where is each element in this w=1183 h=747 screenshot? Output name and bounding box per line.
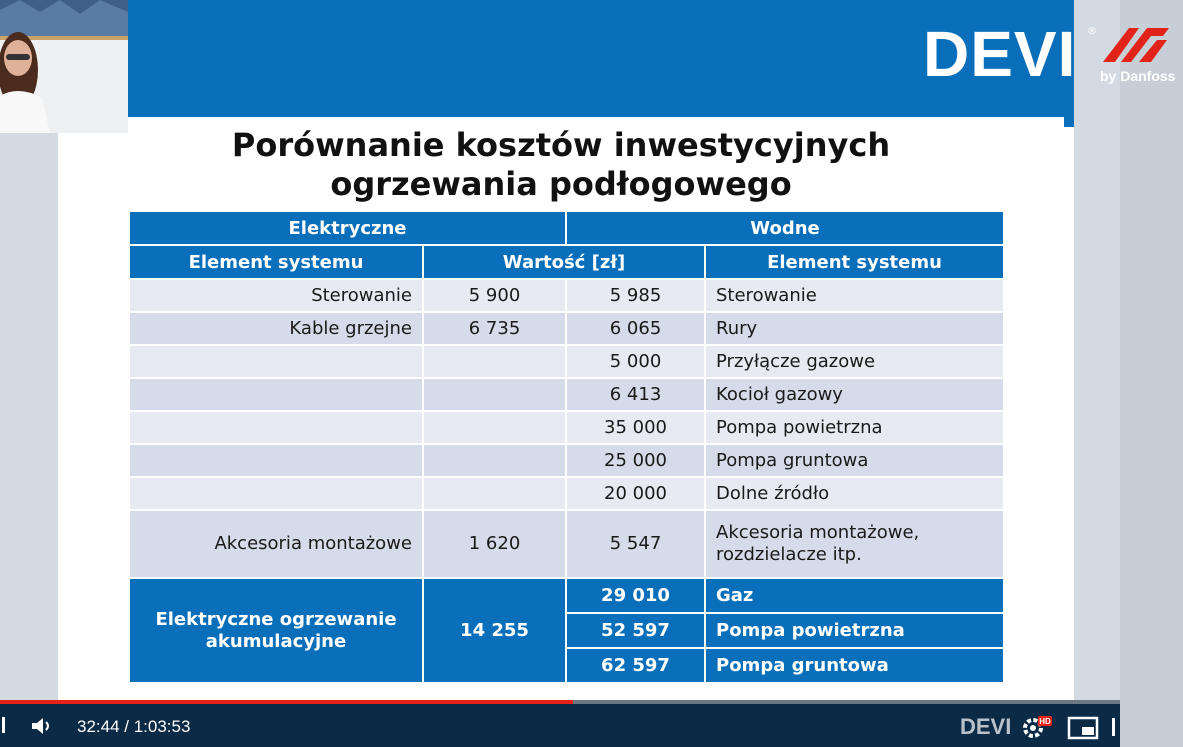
cell-element-left [129,378,423,411]
table-row [129,477,1004,510]
next-icon[interactable] [0,716,8,734]
summary-value: 29 010 [566,578,705,613]
table-row [129,345,1004,378]
cell-element-right: Akcesoria montażowe, rozdzielacze itp. [705,510,1004,578]
cell-element-left [129,444,423,477]
cell-value-right: 25 000 [566,444,705,477]
logo-wordmark: DEVI [923,18,1077,90]
table-group-header [129,211,1004,245]
miniplayer-icon[interactable] [1066,715,1100,741]
slide-title-line-1: Porównanie kosztów inwestycyjnych [231,126,891,164]
col-element-right: Element systemu [705,245,1004,279]
settings-icon[interactable] [1020,714,1052,740]
cell-value-left [423,378,566,411]
cell-value-left [423,444,566,477]
group-water: Wodne [566,211,1004,245]
col-element-left: Element systemu [129,245,423,279]
cell-element-left: Kable grzejne [129,312,423,345]
cell-value-left [423,345,566,378]
cell-element-left [129,345,423,378]
cell-element-right: Przyłącze gazowe [705,345,1004,378]
cell-value-left: 1 620 [423,510,566,578]
slide-header-bar [128,0,1176,117]
table-row [129,312,1004,345]
header-corner-accent [1064,117,1074,127]
progress-bar-played [0,700,573,704]
cell-element-right: Dolne źródło [705,477,1004,510]
cell-value-right: 5 985 [566,279,705,312]
cell-value-left: 5 900 [423,279,566,312]
cell-value-right: 5 000 [566,345,705,378]
summary-row [129,578,1004,613]
table-row [129,279,1004,312]
devi-logo [923,18,1183,92]
table-column-header [129,245,1004,279]
summary-item-label: Pompa gruntowa [705,648,1004,683]
summary-label: Elektryczne ogrzewanie akumulacyjne [129,578,423,683]
cell-value-right: 6 413 [566,378,705,411]
danfoss-swoosh-icon [1099,22,1179,66]
playback-time: 32:44 / 1:03:53 [77,717,191,736]
cell-element-left [129,411,423,444]
table-row [129,510,1004,578]
hd-badge: HD [1039,717,1051,726]
summary-value: 62 597 [566,648,705,683]
table-row [129,411,1004,444]
cell-value-left [423,477,566,510]
slide-margin-right [1074,0,1120,747]
logo-registered-mark: ® [1087,26,1097,37]
summary-item-label: Pompa powietrzna [705,613,1004,648]
slide-title-line-2: ogrzewania podłogowego [330,165,792,203]
group-electric: Elektryczne [129,211,566,245]
logo-subtitle: by Danfoss [1100,68,1176,84]
cost-comparison-table [128,210,1003,684]
col-value: Wartość [zł] [423,245,705,279]
summary-item-label: Gaz [705,578,1004,613]
channel-watermark[interactable]: DEVI [960,714,1012,739]
table-row [129,378,1004,411]
cell-element-right: Pompa gruntowa [705,444,1004,477]
cell-element-left: Akcesoria montażowe [129,510,423,578]
presenter-webcam [0,0,128,133]
cell-element-right: Rury [705,312,1004,345]
cell-value-right: 20 000 [566,477,705,510]
presenter-figure-icon [0,0,128,133]
cell-element-left: Sterowanie [129,279,423,312]
summary-value: 52 597 [566,613,705,648]
cell-value-right: 6 065 [566,312,705,345]
cell-element-right: Sterowanie [705,279,1004,312]
cell-value-left: 6 735 [423,312,566,345]
cell-value-right: 5 547 [566,510,705,578]
summary-total: 14 255 [423,578,566,683]
table-row [129,444,1004,477]
slide-title [128,126,994,204]
cell-element-right: Kocioł gazowy [705,378,1004,411]
cell-value-left [423,411,566,444]
cell-value-right: 35 000 [566,411,705,444]
cell-element-left [129,477,423,510]
fullscreen-icon[interactable] [1110,716,1120,738]
volume-icon[interactable] [30,715,54,737]
cell-element-right: Pompa powietrzna [705,411,1004,444]
